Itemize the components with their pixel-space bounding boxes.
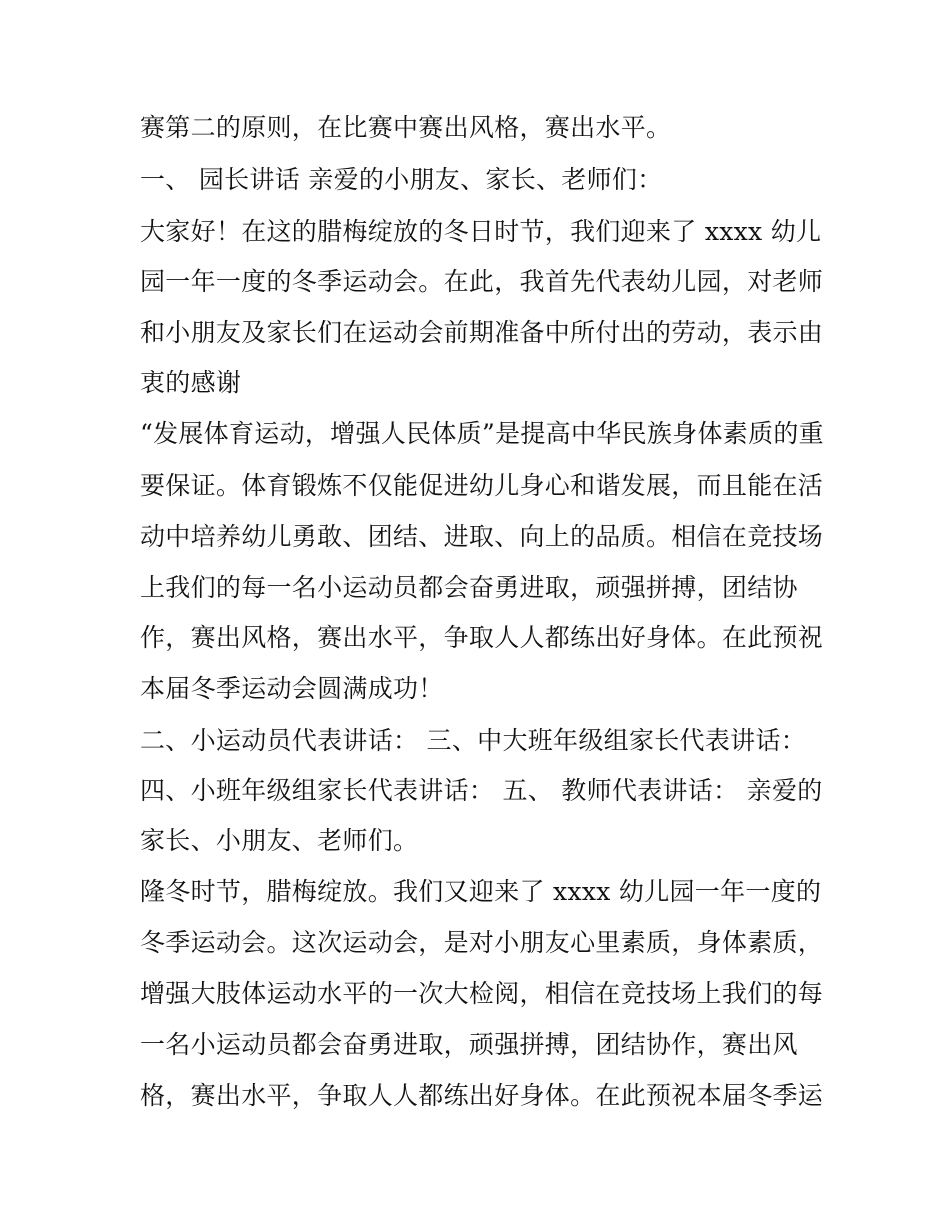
text-line: 和小朋友及家长们在运动会前期准备中所付出的劳动，表示由 — [140, 318, 824, 347]
text-line: 作，赛出风格，赛出水平，争取人人都练出好身体。在此预祝 — [140, 623, 824, 652]
text-line: 二、小运动员代表讲话： 三、中大班年级组家长代表讲话： — [140, 726, 807, 755]
text-line: 隆冬时节，腊梅绽放。我们又迎来了 xxxx 幼儿园一年一度的 — [140, 877, 822, 906]
text-line: 衷的感谢 — [140, 368, 242, 397]
text-line: 大家好！在这的腊梅绽放的冬日时节，我们迎来了 xxxx 幼儿 — [140, 217, 822, 246]
text-line: 增强大肢体运动水平的一次大检阅，相信在竞技场上我们的每 — [140, 979, 824, 1008]
text-line: “发展体育运动，增强人民体质”是提高中华民族身体素质的重 — [140, 419, 824, 448]
text-line: 动中培养幼儿勇敢、团结、进取、向上的品质。相信在竞技场 — [140, 522, 824, 551]
text-line: 格，赛出水平，争取人人都练出好身体。在此预祝本届冬季运 — [140, 1081, 824, 1110]
text-line: 本届冬季运动会圆满成功！ — [140, 674, 444, 703]
text-line: 要保证。体育锻炼不仅能促进幼儿身心和谐发展，而且能在活 — [140, 471, 824, 500]
text-line: 上我们的每一名小运动员都会奋勇进取，顽强拼搏，团结协 — [140, 573, 798, 602]
text-line: 一、 园长讲话 亲爱的小朋友、家长、老师们： — [140, 165, 663, 194]
text-line: 冬季运动会。这次运动会，是对小朋友心里素质，身体素质， — [140, 928, 824, 957]
text-line: 一名小运动员都会奋勇进取，顽强拼搏，团结协作，赛出风 — [140, 1030, 798, 1059]
text-line: 家长、小朋友、老师们。 — [140, 826, 419, 855]
text-line: 赛第二的原则，在比赛中赛出风格，赛出水平。 — [140, 113, 672, 142]
text-line: 园一年一度的冬季运动会。在此，我首先代表幼儿园，对老师 — [140, 267, 824, 296]
text-line: 四、小班年级组家长代表讲话： 五、 教师代表讲话： 亲爱的 — [140, 776, 823, 805]
